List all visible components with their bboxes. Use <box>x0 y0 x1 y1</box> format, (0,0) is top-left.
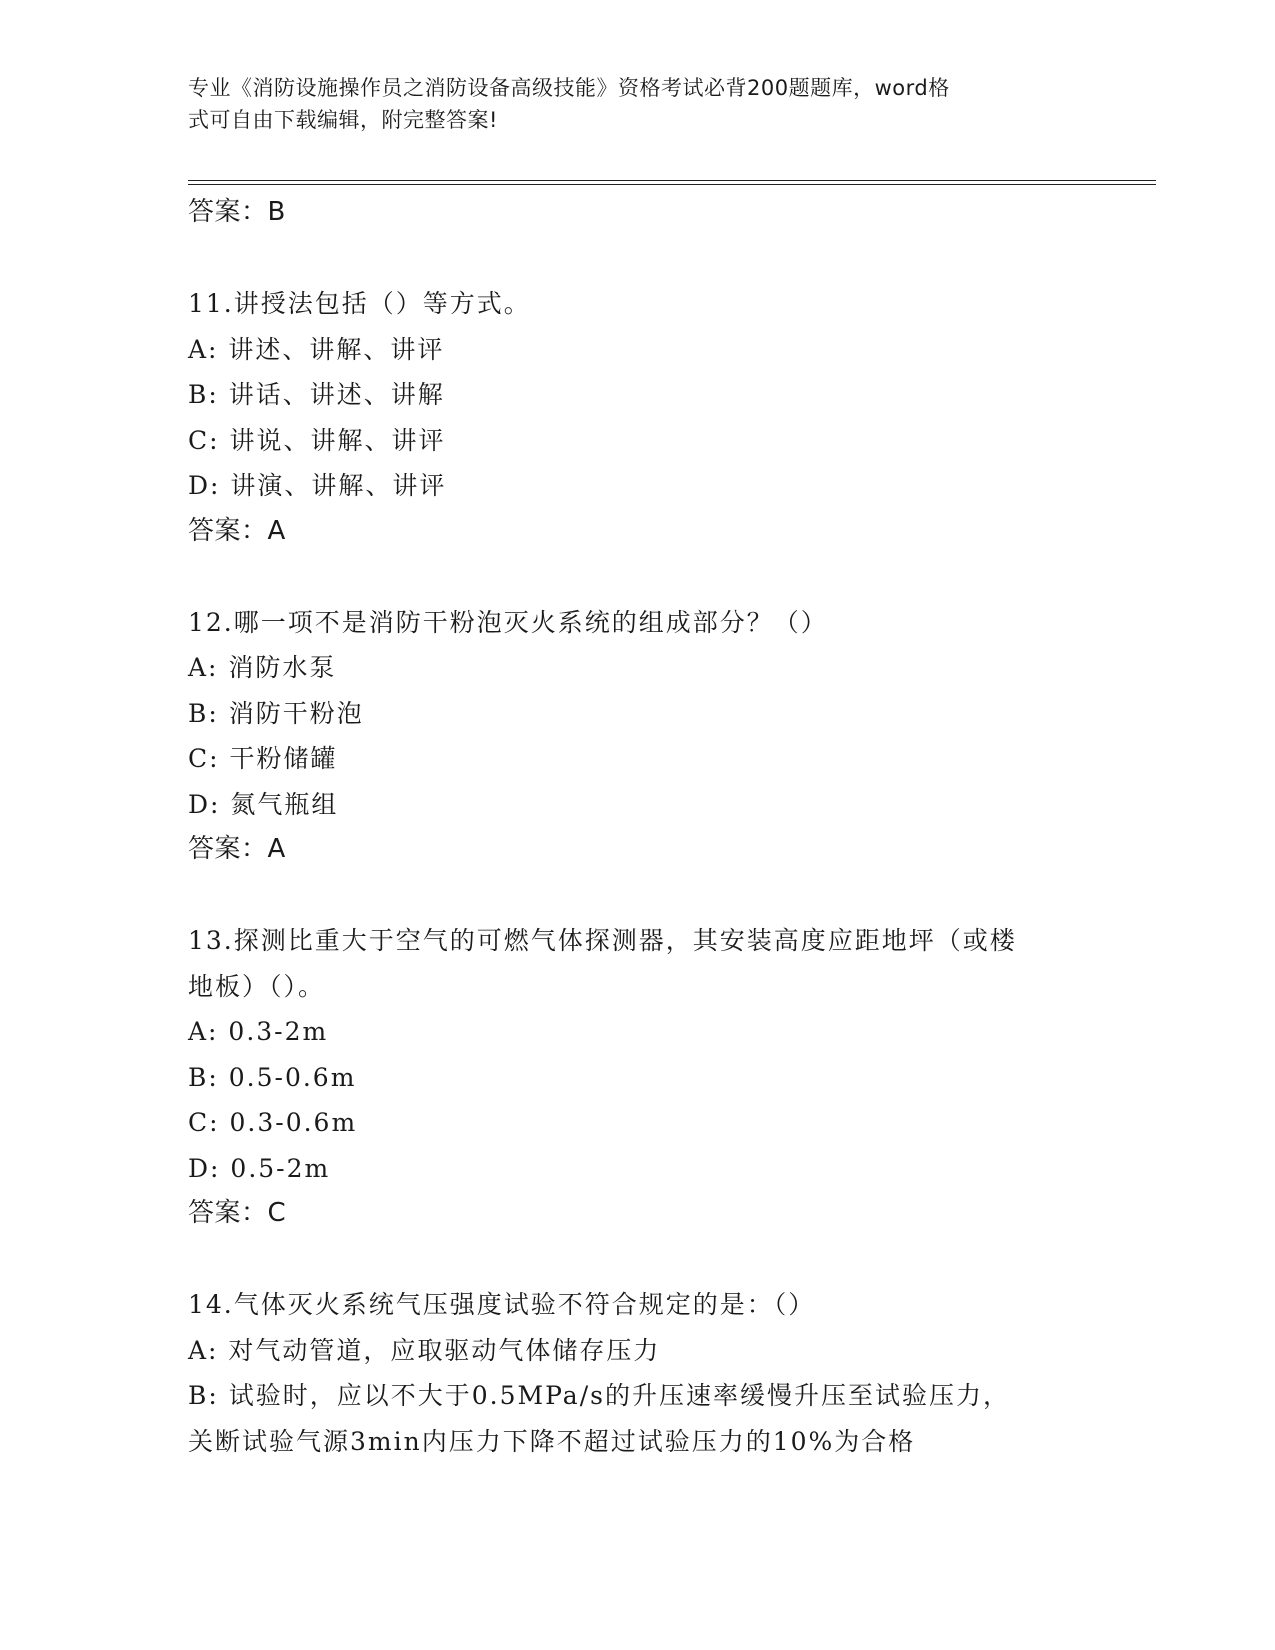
spacer <box>188 1237 1088 1283</box>
option-b: B: 消防干粉泡 <box>188 698 364 728</box>
question-stem: 14.气体灭火系统气压强度试验不符合规定的是：（） <box>188 1290 816 1319</box>
option-b: B: 0.5-0.6m <box>188 1062 357 1092</box>
option-a: A: 消防水泵 <box>188 653 337 682</box>
question-list <box>188 190 1088 1464</box>
spacer <box>188 873 1088 919</box>
option-a: A: 对气动管道，应取驱动气体储存压力 <box>188 1335 661 1365</box>
header-divider-top <box>188 180 1156 181</box>
option-d: D: 讲演、讲解、讲评 <box>188 471 447 500</box>
option-d: D: 氮气瓶组 <box>188 789 339 819</box>
question-stem-continued: 地板）（）。 <box>188 971 326 1001</box>
spacer <box>188 236 1088 282</box>
answer: 答案：A <box>188 834 286 864</box>
question-13 <box>188 918 1088 1237</box>
answer: 答案：A <box>188 515 286 546</box>
document-header <box>188 72 1068 136</box>
option-b: B: 讲话、讲述、讲解 <box>188 380 445 409</box>
option-c: C: 0.3-0.6m <box>188 1108 358 1137</box>
previous-answer: 答案：B <box>188 197 286 227</box>
question-stem: 13.探测比重大于空气的可燃气体探测器，其安装高度应距地坪（或楼 <box>188 926 1017 955</box>
header-line-2: 式可自由下载编辑，附完整答案! <box>188 108 498 132</box>
option-b-continued: 关断试验气源3min内压力下降不超过试验压力的10%为合格 <box>188 1426 916 1456</box>
option-c: C: 讲说、讲解、讲评 <box>188 425 446 455</box>
question-12 <box>188 600 1088 873</box>
option-d: D: 0.5-2m <box>188 1153 331 1183</box>
question-11 <box>188 281 1088 554</box>
answer: 答案：C <box>188 1198 287 1228</box>
question-stem: 11.讲授法包括（）等方式。 <box>188 289 531 318</box>
option-a: A: 0.3-2m <box>188 1017 329 1046</box>
spacer <box>188 554 1088 600</box>
option-c: C: 干粉储罐 <box>188 744 338 773</box>
option-a: A: 讲述、讲解、讲评 <box>188 334 445 364</box>
option-b: B: 试验时，应以不大于0.5MPa/s的升压速率缓慢升压至试验压力， <box>188 1381 1010 1410</box>
question-14 <box>188 1282 1088 1464</box>
header-line-1: 专业《消防设施操作员之消防设备高级技能》资格考试必背200题题库，word格 <box>188 76 950 100</box>
header-divider-bottom <box>188 184 1156 185</box>
question-stem: 12.哪一项不是消防干粉泡灭火系统的组成部分？（） <box>188 607 828 637</box>
